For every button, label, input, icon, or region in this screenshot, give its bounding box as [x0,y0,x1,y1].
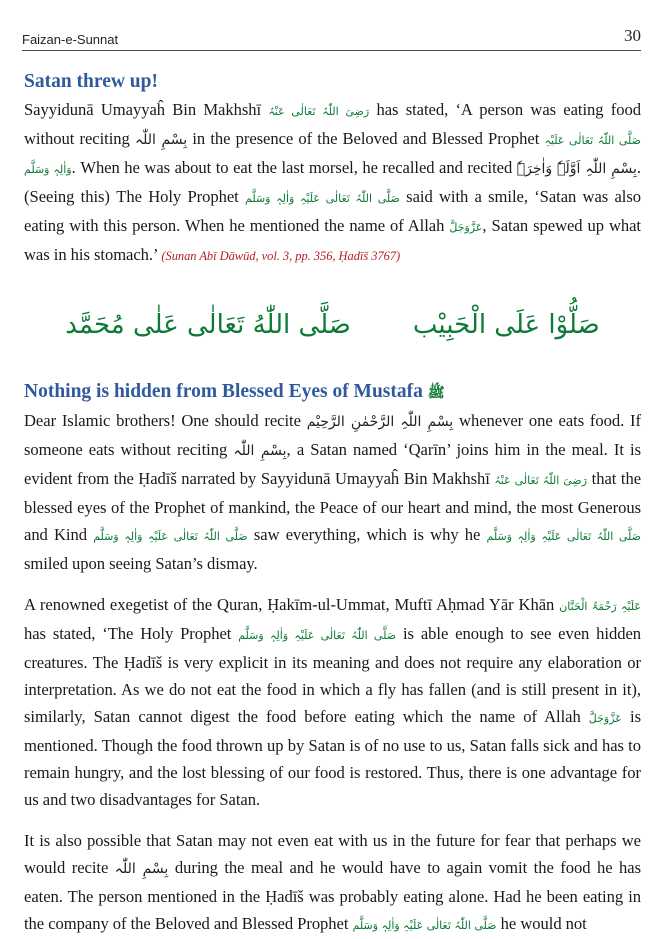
arabic-salutation: صَلَّی اللّٰہُ تَعَالٰی عَلَیْہِ وَاٰلِہٖ وَسَلَّم [238,629,397,642]
arabic-bismillah: بِسْمِ اللّٰہ [114,861,169,877]
arabic-salutation: صَلَّی اللّٰہُ تَعَالٰی عَلَیْہِ وَاٰلِہٖ وَسَلَّم [245,192,400,205]
paragraph-nothing-hidden-2: A renowned exegetist of the Quran, Ḥakīm-ul-Ummat, Muftī Aḥmad Yār Khān عَلَیْہِ رَحْمَۃُ الْحَنَّان has stated, ‘The Holy Prophet صَلَّی اللّٰہُ تَعَالٰی عَلَیْہِ وَاٰلِہٖ وَسَلَّم is able enough to see even hidden creatures. The Ḥadīš is very explicit in its meaning and does not require any elaboration or interpretation. As we do not eat the food in which a fly has fallen (and is still present in it), similarly, Satan cannot digest the food before eating which the name of Allah عَزَّوَجَلَّ is mentioned. Though the food thrown up by Satan is of no use to us, Satan falls sick and has to remain hungry, and the lost blessing of our food is restored. Thus, there is one advantage for us and two disadvantages for Satan. [24,595,642,809]
paragraph-nothing-hidden-1: Dear Islamic brothers! One should recite بِسْمِ اللّٰہِ الرَّحْمٰنِ الرَّحِیْم whenever one eats food. If someone eats without reciting بِسْمِ اللّٰہ, a Satan named ‘Qarīn’ joins him in the meal. It is evident from the Ḥadīš narrated by Sayyidunā Umayyaĥ Bin Makhshī رَضِیَ اللّٰہُ تَعَالٰی عَنْہُ that the blessed eyes of the Prophet of mankind, the Peace of our heart and mind, the most Generous and Kind صَلَّی اللّٰہُ تَعَالٰی عَلَیْہِ وَاٰلِہٖ وَسَلَّم saw everything, which is why he صَلَّی اللّٰہُ تَعَالٰی عَلَیْہِ وَاٰلِہٖ وَسَلَّم smiled upon seeing Satan’s dismay. [24,411,642,573]
arabic-honorific: رَضِیَ اللّٰہُ تَعَالٰی عَنْہُ [268,105,370,118]
hadith-citation: (Sunan Abī Dāwūd, vol. 3, pp. 356, Ḥadīš 3767) [161,249,401,263]
arabic-bismillah: بِسْمِ اللّٰہ [233,443,287,459]
book-title: Faizan-e-Sunnat [22,32,119,47]
arabic-salutation: صَلَّی اللّٰہُ تَعَالٰی عَلَیْہِ وَاٰلِہٖ وَسَلَّم [93,530,248,543]
section-heading-satan-threw-up: Satan threw up! [24,71,158,92]
arabic-honorific: رَضِیَ اللّٰہُ تَعَالٰی عَنْہُ [494,474,588,487]
arabic-salutation: صَلَّی اللّٰہُ تَعَالٰی عَلَیْہِ وَاٰلِہٖ وَسَلَّم [352,919,497,932]
durood-sallallah: صَلَّى اللّٰهُ تَعَالٰى عَلٰى مُحَمَّد [65,310,351,340]
running-header [22,24,641,51]
arabic-salutation-glyph: ﷺ [427,385,445,401]
arabic-salutation: صَلَّی اللّٰہُ تَعَالٰی عَلَیْہِ وَاٰلِہٖ وَسَلَّم [24,134,641,176]
page-body [24,68,641,939]
arabic-bismillah-full: بِسْمِ اللّٰہِ الرَّحْمٰنِ الرَّحِیْم [306,414,454,430]
arabic-dua: بِسْمِ اللّٰہِ اَوَّلَہٗ وَاٰخِرَہٗ [516,161,637,177]
section-heading-nothing-hidden: Nothing is hidden from Blessed Eyes of Mustafa ﷺ [24,381,445,402]
durood-line [24,310,641,340]
arabic-salutation: صَلَّی اللّٰہُ تَعَالٰی عَلَیْہِ وَاٰلِہٖ وَسَلَّم [486,530,641,543]
durood-salloo: صَلُّوْا عَلَى الْحَبِيْب [412,310,600,340]
paragraph-nothing-hidden-3: It is also possible that Satan may not even eat with us in the future for fear that perhaps we would recite بِسْمِ اللّٰہ during the meal and he would have to again vomit the food he has eaten. The person mentioned in the Ḥadīš was probably eating alone. Had he been eating in the company of the Beloved and Blessed Prophet صَلَّی اللّٰہُ تَعَالٰی عَلَیْہِ وَاٰلِہٖ وَسَلَّم he would not [24,831,641,933]
page-number: 30 [624,26,641,45]
arabic-bismillah: بِسْمِ اللّٰہ [134,132,188,148]
arabic-azzawajal: عَزَّوَجَلَّ [449,221,483,234]
arabic-azzawajal: عَزَّوَجَلَّ [588,712,622,725]
paragraph-satan-threw-up: Sayyidunā Umayyaĥ Bin Makhshī رَضِیَ اللّٰہُ تَعَالٰی عَنْہُ has stated, ‘A person was eating food without reciting بِسْمِ اللّٰہ in the presence of the Beloved and Blessed Prophet صَلَّی اللّٰہُ تَعَالٰی عَلَیْہِ وَاٰلِہٖ وَسَلَّم. When he was about to eat the last morsel, he recalled and recited بِسْمِ اللّٰہِ اَوَّلَہٗ وَاٰخِرَہٗ. (Seeing this) The Holy Prophet صَلَّی اللّٰہُ تَعَالٰی عَلَیْہِ وَاٰلِہٖ وَسَلَّم said with a smile, ‘Satan was also eating with this person. When he mentioned the name of Allah عَزَّوَجَلَّ, Satan spewed up what was in his stomach.’ (Sunan Abī Dāwūd, vol. 3, pp. 356, Ḥadīš 3767) [24,100,642,264]
arabic-rahmatullah: عَلَیْہِ رَحْمَۃُ الْحَنَّان [559,600,641,613]
